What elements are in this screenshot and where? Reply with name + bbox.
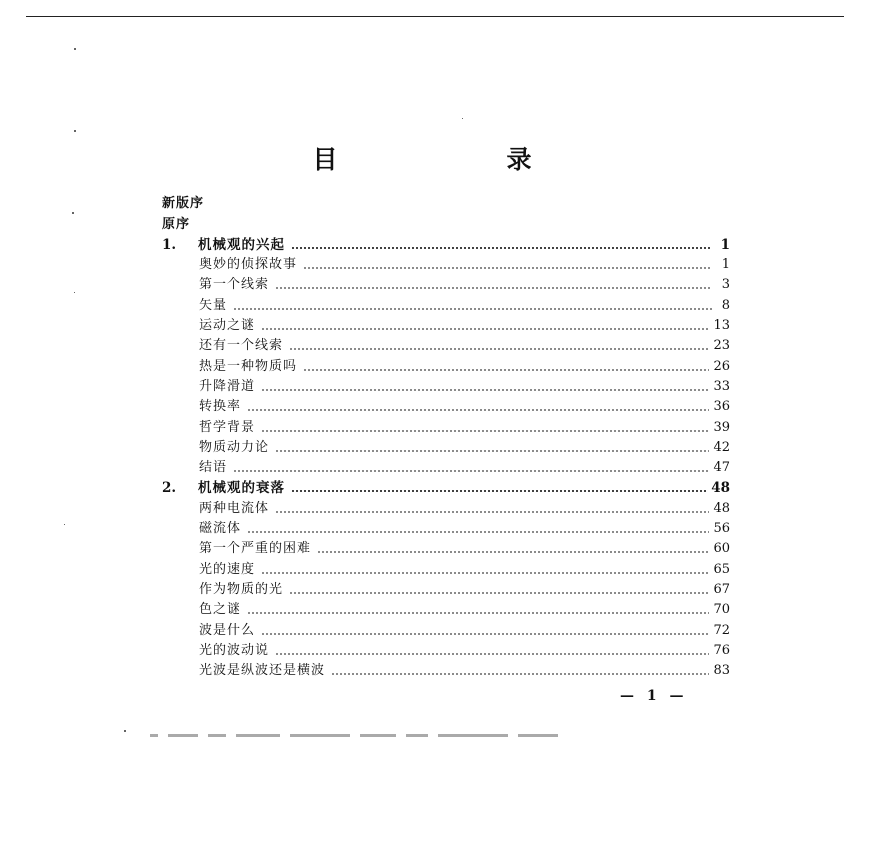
- toc-entry[interactable]: [162, 639, 730, 659]
- leader-dots: [303, 267, 712, 269]
- page-number: 26: [713, 358, 730, 374]
- leader-dots: [275, 450, 709, 452]
- toc-label: 新版序: [162, 196, 205, 212]
- top-rule: [26, 16, 844, 17]
- leader-dots: [317, 551, 709, 553]
- page-title: 目 录: [312, 145, 604, 174]
- toc-entry[interactable]: [162, 354, 730, 374]
- toc-label: 第一个线索: [199, 277, 270, 293]
- leader-dots: [233, 470, 709, 472]
- toc-label: 矢量: [199, 297, 228, 313]
- leader-dots: [331, 673, 709, 675]
- page-number: 56: [713, 521, 730, 537]
- page-number: 36: [713, 399, 730, 415]
- page-number: 13: [713, 318, 730, 334]
- toc-label: 原序: [162, 216, 191, 232]
- scan-speck: [124, 730, 126, 732]
- table-of-contents: [162, 192, 730, 679]
- toc-label: 运动之谜: [199, 318, 256, 334]
- toc-label: 色之谜: [199, 602, 242, 618]
- chapter-number: 2.: [162, 480, 177, 497]
- toc-chapter-2[interactable]: [162, 476, 730, 496]
- toc-entry[interactable]: [162, 618, 730, 638]
- leader-dots: [275, 653, 709, 655]
- leader-dots: [261, 389, 709, 391]
- page-number: 48: [711, 480, 730, 497]
- toc-entry[interactable]: [162, 578, 730, 598]
- toc-entry[interactable]: [162, 314, 730, 334]
- leader-dots: [247, 531, 709, 533]
- toc-preface-original[interactable]: [162, 212, 730, 232]
- page-number: 3: [721, 277, 730, 293]
- toc-preface-new[interactable]: [162, 192, 730, 212]
- leader-dots: [233, 308, 712, 310]
- leader-dots: [291, 247, 712, 249]
- scan-speck: [462, 118, 463, 119]
- page-number: 65: [713, 561, 730, 577]
- leader-dots: [289, 592, 709, 594]
- toc-label: 作为物质的光: [199, 581, 284, 597]
- toc-label: 结语: [199, 460, 228, 476]
- toc-entry[interactable]: [162, 415, 730, 435]
- page-number: 1: [720, 236, 730, 253]
- toc-entry[interactable]: [162, 456, 730, 476]
- toc-entry[interactable]: [162, 375, 730, 395]
- leader-dots: [291, 490, 707, 492]
- leader-dots: [261, 633, 709, 635]
- chapter-title: 机械观的兴起: [198, 236, 285, 253]
- page-number: 33: [713, 378, 730, 394]
- toc-label: 波是什么: [199, 622, 256, 638]
- toc-entry[interactable]: [162, 598, 730, 618]
- toc-entry[interactable]: [162, 537, 730, 557]
- toc-label: 奥妙的侦探故事: [199, 257, 298, 273]
- leader-dots: [303, 369, 709, 371]
- page-number: 42: [713, 439, 730, 455]
- toc-label: 光的波动说: [199, 642, 270, 658]
- leader-dots: [275, 287, 712, 289]
- page-number: 39: [713, 419, 730, 435]
- toc-label: 还有一个线索: [199, 338, 284, 354]
- chapter-title: 机械观的衰落: [198, 480, 285, 497]
- page-number: 47: [713, 460, 730, 476]
- scan-speck: [74, 130, 76, 132]
- toc-entry[interactable]: [162, 253, 730, 273]
- scan-speck: [72, 212, 74, 214]
- toc-entry[interactable]: [162, 273, 730, 293]
- page-number: 60: [713, 541, 730, 557]
- toc-entry[interactable]: [162, 496, 730, 516]
- toc-chapter-1[interactable]: [162, 233, 730, 253]
- page-number: 1: [721, 257, 730, 273]
- scan-speck: [74, 292, 75, 293]
- toc-label: 转换率: [199, 399, 242, 415]
- page-number: 72: [713, 622, 730, 638]
- toc-entry[interactable]: [162, 517, 730, 537]
- leader-dots: [261, 430, 709, 432]
- page-number: 70: [713, 602, 730, 618]
- scan-speck: [64, 524, 65, 525]
- page-number: 76: [713, 642, 730, 658]
- toc-entry[interactable]: [162, 436, 730, 456]
- bleed-through-text: [150, 734, 660, 740]
- page-number: 67: [713, 581, 730, 597]
- toc-label: 热是一种物质吗: [199, 358, 298, 374]
- page-number: 48: [713, 500, 730, 516]
- toc-label: 第一个严重的困难: [199, 541, 312, 557]
- leader-dots: [261, 572, 709, 574]
- footer-page-number: — 1 —: [620, 688, 688, 704]
- page-number: 8: [721, 297, 730, 313]
- leader-dots: [247, 409, 709, 411]
- toc-label: 两种电流体: [199, 500, 270, 516]
- toc-entry[interactable]: [162, 557, 730, 577]
- toc-label: 物质动力论: [199, 439, 270, 455]
- toc-label: 磁流体: [199, 521, 242, 537]
- chapter-number: 1.: [162, 236, 177, 253]
- leader-dots: [261, 328, 709, 330]
- toc-entry[interactable]: [162, 334, 730, 354]
- leader-dots: [247, 612, 709, 614]
- leader-dots: [289, 348, 709, 350]
- toc-entry[interactable]: [162, 659, 730, 679]
- toc-label: 哲学背景: [199, 419, 256, 435]
- toc-label: 光波是纵波还是横波: [199, 663, 326, 679]
- toc-entry[interactable]: [162, 395, 730, 415]
- toc-entry[interactable]: [162, 293, 730, 313]
- page-number: 23: [713, 338, 730, 354]
- page-number: 83: [713, 663, 730, 679]
- toc-label: 光的速度: [199, 561, 256, 577]
- scan-speck: [74, 48, 76, 50]
- toc-label: 升降滑道: [199, 378, 256, 394]
- leader-dots: [275, 511, 709, 513]
